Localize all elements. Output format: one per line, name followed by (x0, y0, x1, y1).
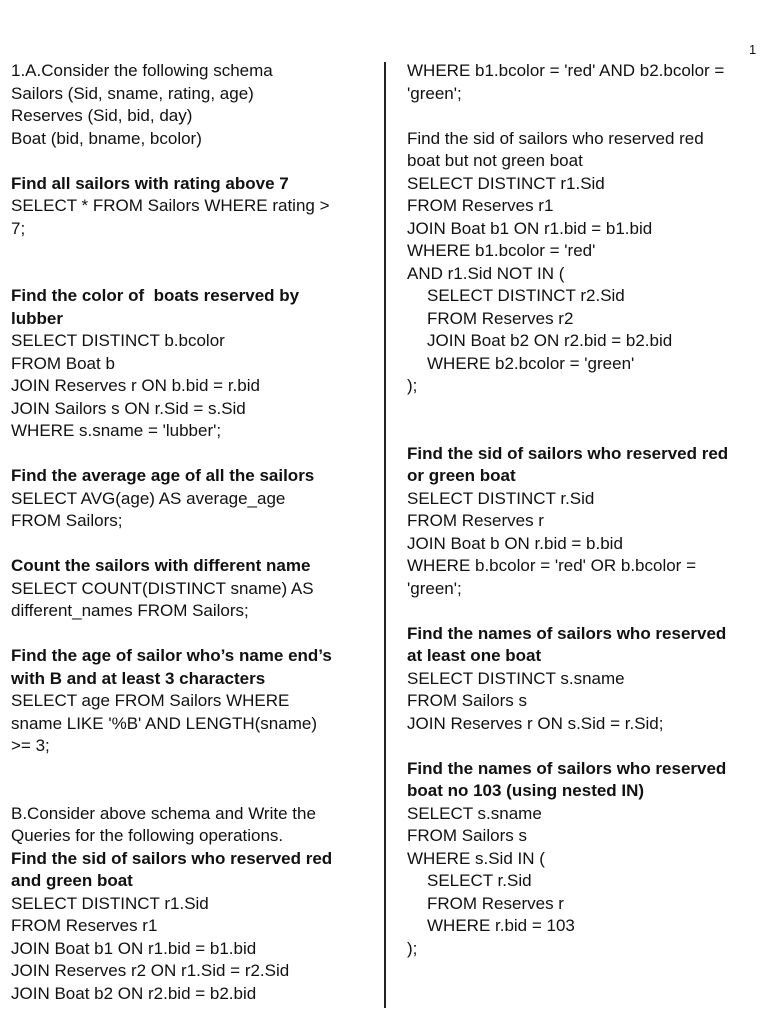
sql-code-line: AND r1.Sid NOT IN ( (407, 263, 565, 283)
sql-code-line: JOIN Sailors s ON r.Sid = s.Sid (11, 398, 246, 418)
question-heading: Find the sid of sailors who reserved red (11, 848, 333, 868)
question-heading: Find the names of sailors who reserved (407, 623, 727, 643)
sql-code-line: WHERE s.Sid IN ( (407, 848, 545, 868)
sql-code-line: 'green'; (407, 578, 462, 598)
sql-code-line: WHERE b.bcolor = 'red' OR b.bcolor = (407, 556, 696, 575)
question-heading: or green boat (407, 466, 516, 485)
sql-code-line: ); (407, 376, 418, 395)
sql-code-line: JOIN Boat b ON r.bid = b.bid (407, 533, 623, 553)
question-heading: at least one boat (407, 646, 542, 665)
text-line: Boat (bid, bname, bcolor) (11, 128, 202, 148)
question-heading: Find the sid of sailors who reserved red (407, 443, 729, 463)
sql-subquery-line: FROM Reserves r (427, 893, 564, 913)
blank-line (11, 240, 377, 263)
column-divider (384, 62, 386, 1008)
sql-code-line: SELECT DISTINCT s.sname (407, 668, 625, 688)
question-heading: and green boat (11, 871, 133, 890)
page-number: 1 (749, 42, 757, 57)
sql-code-line: >= 3; (11, 736, 50, 755)
question-heading: Find the average age of all the sailors (11, 466, 315, 485)
left-column (11, 60, 377, 1005)
sql-subquery-line: WHERE b2.bcolor = 'green' (427, 353, 635, 373)
blank-line (11, 780, 377, 803)
sql-code-line: 'green'; (407, 83, 462, 103)
sql-code-line: FROM Sailors s (407, 826, 527, 845)
sql-code-line: WHERE b1.bcolor = 'red' AND b2.bcolor = (407, 61, 725, 80)
blank-line (407, 398, 759, 421)
sql-code-line: SELECT AVG(age) AS average_age (11, 488, 286, 508)
blank-line (11, 533, 377, 556)
sql-code-line: SELECT s.sname (407, 803, 542, 823)
sql-code-line: WHERE s.sname = 'lubber'; (11, 421, 222, 440)
sql-subquery-line: FROM Reserves r2 (427, 308, 574, 328)
blank-line (11, 263, 377, 286)
question-heading: Count the sailors with different name (11, 556, 311, 575)
text-line: Reserves (Sid, bid, day) (11, 106, 193, 125)
sql-code-line: SELECT COUNT(DISTINCT sname) AS (11, 578, 314, 598)
sql-subquery-line: SELECT r.Sid (427, 871, 532, 890)
blank-line (11, 150, 377, 173)
sql-code-line: WHERE b1.bcolor = 'red' (407, 241, 596, 260)
sql-code-line: JOIN Boat b1 ON r1.bid = b1.bid (407, 218, 653, 238)
sql-code-line: SELECT * FROM Sailors WHERE rating > (11, 196, 330, 215)
question-heading: Find the age of sailor who’s name end’s (11, 646, 332, 665)
text-line: Find the sid of sailors who reserved red (407, 128, 704, 148)
sql-code-line: ); (407, 938, 418, 958)
blank-line (407, 600, 759, 623)
sql-code-line: SELECT DISTINCT r1.Sid (407, 173, 605, 193)
sql-code-line: sname LIKE '%B' AND LENGTH(sname) (11, 713, 317, 733)
text-line: 1.A.Consider the following schema (11, 61, 273, 80)
blank-line (11, 758, 377, 781)
sql-code-line: SELECT DISTINCT b.bcolor (11, 331, 225, 350)
right-column (407, 60, 759, 960)
question-heading: boat no 103 (using nested IN) (407, 781, 645, 800)
text-line: Sailors (Sid, sname, rating, age) (11, 83, 254, 103)
text-line: boat but not green boat (407, 151, 583, 170)
question-heading: Find the names of sailors who reserved (407, 758, 727, 778)
sql-code-line: JOIN Reserves r ON s.Sid = r.Sid; (407, 713, 664, 733)
sql-code-line: JOIN Reserves r2 ON r1.Sid = r2.Sid (11, 961, 290, 980)
question-heading: Find the color of boats reserved by (11, 286, 300, 305)
sql-code-line: JOIN Boat b1 ON r1.bid = b1.bid (11, 938, 257, 958)
sql-code-line: SELECT age FROM Sailors WHERE (11, 691, 290, 710)
blank-line (407, 735, 759, 758)
blank-line (11, 443, 377, 466)
sql-subquery-line: SELECT DISTINCT r2.Sid (427, 286, 625, 305)
sql-code-line: JOIN Reserves r ON b.bid = r.bid (11, 376, 260, 395)
sql-code-line: JOIN Boat b2 ON r2.bid = b2.bid (11, 983, 257, 1003)
blank-line (11, 623, 377, 646)
question-heading: Find all sailors with rating above 7 (11, 173, 289, 193)
text-line: Queries for the following operations. (11, 826, 284, 845)
sql-code-line: SELECT DISTINCT r1.Sid (11, 893, 209, 913)
sql-code-line: 7; (11, 218, 26, 238)
sql-code-line: FROM Boat b (11, 353, 115, 373)
sql-code-line: different_names FROM Sailors; (11, 601, 249, 620)
question-heading: lubber (11, 308, 63, 328)
sql-code-line: FROM Reserves r1 (407, 196, 554, 215)
question-heading: with B and at least 3 characters (11, 668, 266, 688)
sql-subquery-line: JOIN Boat b2 ON r2.bid = b2.bid (427, 331, 673, 350)
sql-code-line: FROM Sailors; (11, 511, 123, 530)
sql-code-line: SELECT DISTINCT r.Sid (407, 488, 595, 508)
blank-line (407, 105, 759, 128)
blank-line (407, 420, 759, 443)
sql-code-line: FROM Reserves r1 (11, 916, 158, 935)
sql-subquery-line: WHERE r.bid = 103 (427, 916, 575, 935)
sql-code-line: FROM Reserves r (407, 511, 544, 530)
text-line: B.Consider above schema and Write the (11, 803, 316, 823)
sql-code-line: FROM Sailors s (407, 691, 527, 710)
